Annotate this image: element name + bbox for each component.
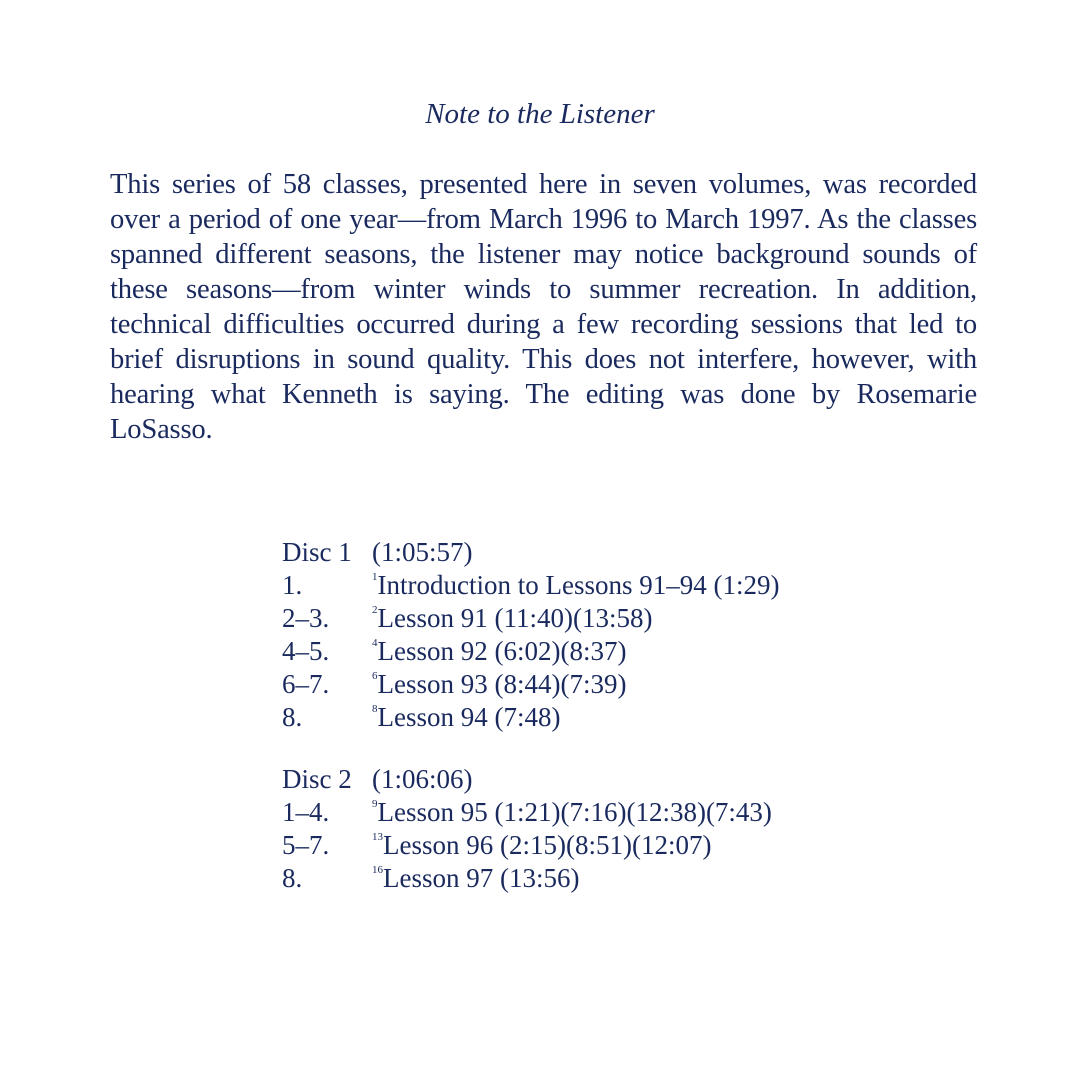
track-superscript: 9 (372, 798, 378, 810)
page-title: Note to the Listener (425, 98, 655, 130)
disc-header (282, 536, 922, 569)
track-title: Lesson 97 (13:56) (383, 863, 580, 893)
disc-1-track-list (282, 536, 922, 734)
track-entry (372, 602, 652, 635)
track-entry (372, 829, 711, 862)
disc-duration: (1:06:06) (372, 764, 473, 794)
track-title: Introduction to Lessons 91–94 (1:29) (377, 570, 780, 600)
track-entry (372, 635, 626, 668)
track-row (282, 569, 922, 602)
track-number: 4–5. (282, 636, 330, 666)
track-entry (372, 862, 579, 895)
track-superscript: 8 (372, 703, 378, 715)
track-row (282, 635, 922, 668)
track-title: Lesson 95 (1:21)(7:16)(12:38)(7:43) (377, 797, 772, 827)
track-superscript: 1 (372, 571, 378, 583)
track-number: 1. (282, 570, 303, 600)
disc-header (282, 763, 922, 796)
track-number: 8. (282, 702, 303, 732)
track-title: Lesson 96 (2:15)(8:51)(12:07) (383, 830, 712, 860)
track-superscript: 2 (372, 604, 378, 616)
track-row (282, 862, 922, 895)
track-number: 8. (282, 863, 303, 893)
track-title: Lesson 92 (6:02)(8:37) (377, 636, 627, 666)
disc-label: Disc 1 (282, 537, 352, 567)
track-row (282, 701, 922, 734)
track-title: Lesson 94 (7:48) (377, 702, 561, 732)
track-superscript: 16 (372, 864, 383, 876)
track-row (282, 796, 922, 829)
track-number: 6–7. (282, 669, 330, 699)
track-entry (372, 796, 772, 829)
track-title: Lesson 91 (11:40)(13:58) (377, 603, 653, 633)
track-entry (372, 668, 626, 701)
track-title: Lesson 93 (8:44)(7:39) (377, 669, 627, 699)
track-number: 2–3. (282, 603, 330, 633)
track-entry (372, 701, 560, 734)
track-row (282, 668, 922, 701)
track-entry (372, 569, 779, 602)
track-superscript: 6 (372, 670, 378, 682)
disc-duration: (1:05:57) (372, 537, 473, 567)
track-superscript: 4 (372, 637, 378, 649)
body-paragraph: This series of 58 classes, presented here in seven volumes, was recorded over a period of one year—from March 1996 to March 1997. As the classes spanned different seasons, the listener may notice background sounds of these seasons—from winter winds to summer recreation. In addition, technical difficulties occurred during a few recording sessions that led to brief disruptions in sound quality. This does not interfere, however, with hearing what Kenneth is saying. The editing was done by Rosemarie LoSasso. (110, 169, 977, 445)
track-number: 5–7. (282, 830, 330, 860)
track-superscript: 13 (372, 831, 383, 843)
disc-2-track-list (282, 763, 922, 895)
track-row (282, 602, 922, 635)
disc-label: Disc 2 (282, 764, 352, 794)
track-row (282, 829, 922, 862)
track-number: 1–4. (282, 797, 330, 827)
